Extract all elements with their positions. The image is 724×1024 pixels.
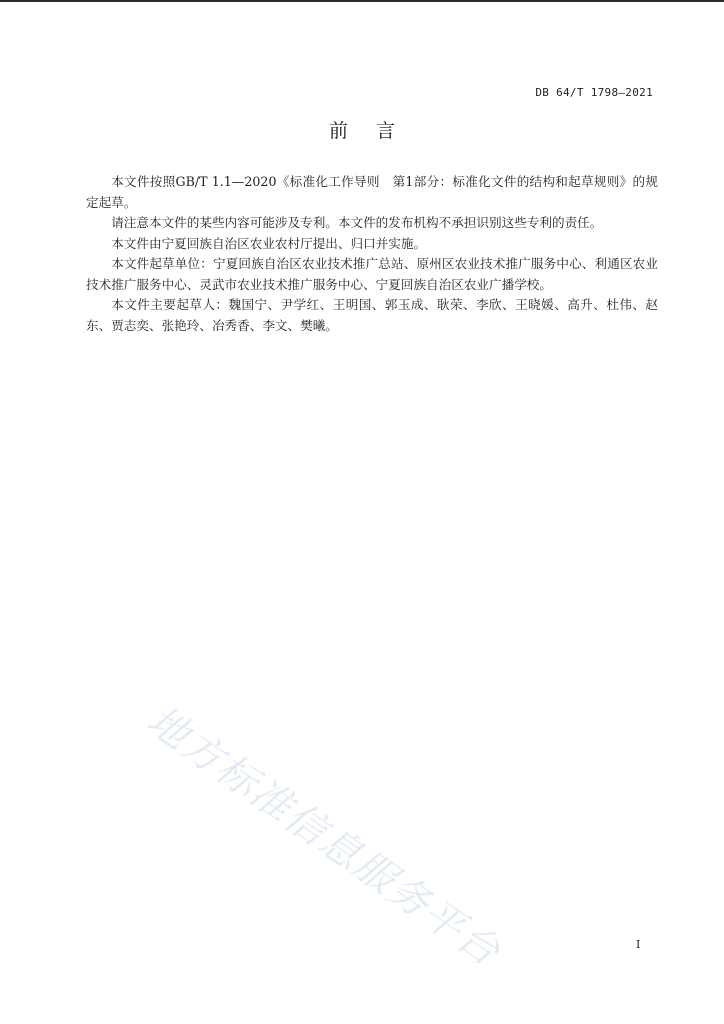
paragraph-proposer: 本文件由宁夏回族自治区农业农村厅提出、归口并实施。 xyxy=(111,235,427,251)
page-title: 前言 xyxy=(328,120,423,142)
paragraph-drafters: 本文件主要起草人：魏国宁、尹学红、王明国、郭玉成、耿荣、李欣、王晓媛、高升、杜伟、赵东、贾志奕、张艳玲、冶秀香、李文、樊曦。 xyxy=(86,297,658,333)
paragraph-patent-notice: 请注意本文件的某些内容可能涉及专利。本文件的发布机构不承担识别这些专利的责任。 xyxy=(111,215,603,230)
preface-body xyxy=(86,172,658,336)
document-code: DB 64/T 1798—2021 xyxy=(535,86,653,99)
paragraph-drafting-rules: 本文件按照GB/T 1.1—2020《标准化工作导则 第1部分：标准化文件的结构和起草规则》的规定起草。 xyxy=(86,174,658,210)
watermark-text: 地方标准信息服务平台 xyxy=(138,697,509,976)
top-border-line xyxy=(0,0,724,2)
paragraph-drafting-units: 本文件起草单位：宁夏回族自治区农业技术推广总站、原州区农业技术推广服务中心、利通区农业技术推广服务中心、灵武市农业技术推广服务中心、宁夏回族自治区农业广播学校。 xyxy=(86,256,658,292)
page-number: I xyxy=(636,938,641,951)
